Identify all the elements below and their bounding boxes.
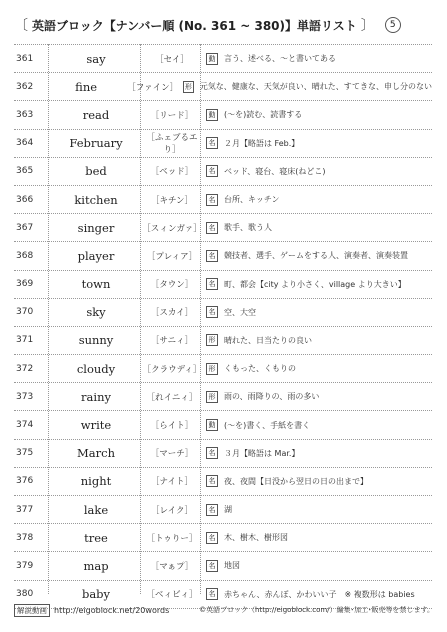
english-word: sky xyxy=(86,305,106,320)
word-meaning: (～を)書く、手紙を書く xyxy=(224,420,311,430)
word-meaning: 雨の、雨降りの、雨の多い xyxy=(224,392,320,402)
word-number: 373 xyxy=(16,391,34,402)
word-number: 372 xyxy=(16,363,34,374)
word-meaning: 空、大空 xyxy=(224,307,256,317)
header-bracket-close: 〕 xyxy=(360,18,375,34)
word-reading: ［れイニィ］ xyxy=(146,392,198,403)
table-row xyxy=(14,440,432,468)
word-meaning: くもった、くもりの xyxy=(224,364,296,374)
table-row xyxy=(14,73,432,101)
part-of-speech-badge: 名 xyxy=(206,278,218,290)
part-of-speech-badge: 動 xyxy=(206,109,218,121)
table-row xyxy=(14,214,432,242)
part-of-speech-badge: 名 xyxy=(206,194,218,206)
part-of-speech-badge: 名 xyxy=(206,306,218,318)
english-word: kitchen xyxy=(74,192,118,207)
word-reading: ［タウン］ xyxy=(150,280,194,291)
part-of-speech-badge: 名 xyxy=(206,250,218,262)
table-row xyxy=(14,468,432,496)
word-meaning: 歌手、歌う人 xyxy=(224,223,272,233)
table-row xyxy=(14,552,432,580)
word-number: 369 xyxy=(16,279,34,290)
table-row xyxy=(14,524,432,552)
word-reading: ［ふェブるエり］ xyxy=(146,133,198,156)
table-row xyxy=(14,299,432,327)
word-number: 375 xyxy=(16,448,34,459)
part-of-speech-badge: 名 xyxy=(206,504,218,516)
word-reading: ［スカイ］ xyxy=(150,308,194,319)
english-word: say xyxy=(86,51,106,66)
table-row xyxy=(14,186,432,214)
part-of-speech-badge: 名 xyxy=(206,588,218,600)
table-row xyxy=(14,242,432,270)
word-list-table xyxy=(14,44,432,609)
part-of-speech-badge: 名 xyxy=(206,560,218,572)
table-row xyxy=(14,158,432,186)
part-of-speech-badge: 形 xyxy=(206,334,218,346)
word-reading: ［サニィ］ xyxy=(150,336,194,347)
video-link[interactable]: http://eigoblock.net/20words xyxy=(54,605,170,615)
page-number-badge: 5 xyxy=(385,17,401,33)
table-row xyxy=(14,101,432,129)
word-number: 366 xyxy=(16,194,34,205)
english-word: tree xyxy=(84,530,108,545)
page-title: 英語ブロック【ナンバー順 (No. 361 ~ 380)】単語リスト xyxy=(32,18,357,33)
word-meaning: 夜、夜間【日没から翌日の日の出まで】 xyxy=(224,476,368,486)
word-number: 364 xyxy=(16,138,34,149)
part-of-speech-badge: 名 xyxy=(206,222,218,234)
english-word: bed xyxy=(85,164,107,179)
word-reading: ［マぁプ］ xyxy=(150,561,194,572)
word-reading: ［プレィア］ xyxy=(146,251,198,262)
word-number: 380 xyxy=(16,589,34,600)
word-reading: ［ナイト］ xyxy=(151,477,193,488)
word-reading: ［マーチ］ xyxy=(150,449,194,460)
word-number: 362 xyxy=(16,81,34,92)
word-reading: ［キチン］ xyxy=(150,195,194,206)
word-number: 374 xyxy=(16,420,34,431)
word-reading: ［リード］ xyxy=(150,110,194,121)
word-number: 376 xyxy=(16,476,34,487)
word-number: 377 xyxy=(16,504,34,515)
table-row xyxy=(14,44,432,73)
word-meaning: ３月【略語は Mar.】 xyxy=(224,448,300,458)
word-meaning: 赤ちゃん、赤んぼ、かわいい子 ※ 複数形は babies xyxy=(224,589,415,599)
word-reading: ［クラウディ］ xyxy=(142,364,202,375)
english-word: baby xyxy=(81,587,111,602)
english-word: map xyxy=(83,558,109,573)
header-bracket: 〔 xyxy=(14,18,28,34)
word-reading: ［レイク］ xyxy=(151,505,193,516)
word-meaning: 町、都会【city より小さく、village より大きい】 xyxy=(224,279,406,289)
word-meaning: (～を)読む、読書する xyxy=(224,110,303,120)
table-row xyxy=(14,130,432,158)
word-reading: ［スィンガァ］ xyxy=(142,223,202,234)
part-of-speech-badge: 名 xyxy=(206,165,218,177)
table-row xyxy=(14,271,432,299)
word-meaning: 木、樹木、樹形図 xyxy=(224,533,288,543)
word-number: 379 xyxy=(16,560,34,571)
table-row xyxy=(14,383,432,411)
word-number: 363 xyxy=(16,109,34,120)
word-number: 365 xyxy=(16,166,34,177)
part-of-speech-badge: 動 xyxy=(206,53,218,65)
word-meaning: 地図 xyxy=(224,561,240,571)
part-of-speech-badge: 名 xyxy=(206,475,218,487)
english-word: lake xyxy=(83,502,109,517)
english-word: March xyxy=(77,446,115,461)
table-row xyxy=(14,411,432,439)
word-reading: ［ベィビィ］ xyxy=(146,590,198,601)
word-number: 367 xyxy=(16,222,34,233)
copyright-notice: ©英語ブロック（http://eigoblock.com/）編集･加工･販売等を禁じます。 xyxy=(199,606,434,614)
word-reading: ［トゥりー］ xyxy=(146,533,198,544)
word-meaning: 台所、キッチン xyxy=(224,195,280,205)
word-number: 361 xyxy=(16,53,34,64)
word-reading: ［ファイン］ xyxy=(127,82,179,93)
english-word: player xyxy=(77,248,115,263)
word-meaning: 晴れた、日当たりの良い xyxy=(224,335,312,345)
english-word: town xyxy=(81,277,111,292)
part-of-speech-badge: 動 xyxy=(206,419,218,431)
word-meaning: ２月【略語は Feb.】 xyxy=(224,138,300,148)
english-word: write xyxy=(80,418,112,433)
word-meaning: 言う、述べる、～と書いてある xyxy=(224,54,336,64)
word-reading: ［セイ］ xyxy=(155,54,189,65)
english-word: fine xyxy=(75,79,98,94)
english-word: February xyxy=(69,136,123,151)
english-word: night xyxy=(80,474,112,489)
part-of-speech-badge: 名 xyxy=(206,137,218,149)
part-of-speech-badge: 名 xyxy=(206,532,218,544)
english-word: cloudy xyxy=(76,361,116,376)
page-header xyxy=(14,10,434,40)
word-reading: ［ベッド］ xyxy=(150,167,194,178)
word-number: 370 xyxy=(16,307,34,318)
english-word: rainy xyxy=(81,389,111,404)
english-word: sunny xyxy=(78,333,114,348)
part-of-speech-badge: 形 xyxy=(184,82,192,91)
table-row xyxy=(14,355,432,383)
word-meaning: 競技者、選手、ゲームをする人、演奏者、演奏装置 xyxy=(224,251,408,261)
page-footer xyxy=(14,602,434,618)
word-number: 378 xyxy=(16,532,34,543)
word-number: 371 xyxy=(16,335,34,346)
english-word: read xyxy=(82,107,110,122)
video-label: 解説動画 xyxy=(14,604,50,617)
word-meaning: 元気な、健康な、天気が良い、晴れた、すてきな、申し分のない xyxy=(199,82,433,92)
english-word: singer xyxy=(77,220,115,235)
table-row xyxy=(14,327,432,355)
word-reading: ［らイト］ xyxy=(150,421,194,432)
word-meaning: ベッド、寝台、寝床(ねどこ) xyxy=(224,166,326,176)
part-of-speech-badge: 名 xyxy=(206,447,218,459)
word-number: 368 xyxy=(16,250,34,261)
part-of-speech-badge: 形 xyxy=(206,391,218,403)
table-row xyxy=(14,496,432,524)
word-meaning: 湖 xyxy=(224,505,232,515)
part-of-speech-badge: 形 xyxy=(206,363,218,375)
